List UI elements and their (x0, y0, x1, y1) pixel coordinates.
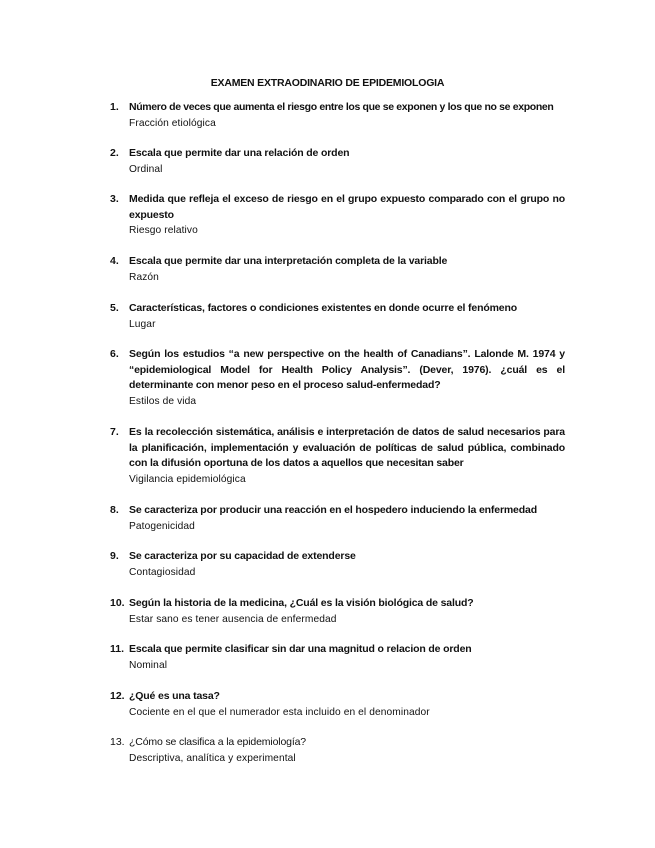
question-text: Según los estudios “a new perspective on the health of Canadians”. Lalonde M. 1974 y “epidemiological Model for Health Policy Analysis”. (Dever, 1976). ¿cuál es el determinante con menor peso en el proceso salud-enfermedad? (129, 348, 565, 391)
question-item (110, 735, 565, 766)
question-item (110, 549, 565, 580)
question-item (110, 100, 565, 131)
answer-text: Razón (129, 271, 159, 283)
question-item (110, 425, 565, 487)
answer-text: Estar sano es tener ausencia de enfermedad (129, 613, 337, 625)
question-item (110, 689, 565, 720)
answer-text: Vigilancia epidemiológica (129, 473, 246, 485)
question-text: Según la historia de la medicina, ¿Cuál es la visión biológica de salud? (129, 597, 474, 609)
question-item (110, 146, 565, 177)
answer-text: Fracción etiológica (129, 117, 216, 129)
question-number: 10. (110, 597, 125, 609)
answer-text: Contagiosidad (129, 566, 196, 578)
question-number: 1. (110, 101, 119, 113)
question-number: 12. (110, 690, 125, 702)
question-number: 2. (110, 147, 119, 159)
answer-text: Riesgo relativo (129, 225, 198, 236)
question-number: 4. (110, 255, 119, 267)
question-number: 3. (110, 193, 119, 205)
question-text: Características, factores o condiciones existentes en donde ocurre el fenómeno (129, 302, 518, 314)
question-text: Escala que permite dar una relación de orden (129, 147, 350, 159)
question-text: ¿Qué es una tasa? (129, 690, 220, 702)
question-text: Número de veces que aumenta el riesgo entre los que se exponen y los que no se exponen (129, 101, 554, 113)
question-text: Escala que permite clasificar sin dar una magnitud o relacion de orden (129, 643, 472, 655)
question-item (110, 596, 565, 627)
question-item (110, 301, 565, 332)
question-item (110, 642, 565, 673)
question-number: 11. (110, 643, 125, 655)
answer-text: Descriptiva, analítica y experimental (129, 752, 296, 764)
question-number: 6. (110, 348, 119, 360)
question-number: 8. (110, 504, 119, 516)
answer-text: Patogenicidad (129, 520, 195, 532)
question-number: 5. (110, 302, 119, 314)
question-text: Se caracteriza por su capacidad de extenderse (129, 550, 356, 562)
answer-text: Ordinal (129, 163, 163, 175)
question-text: ¿Cómo se clasifica a la epidemiología? (129, 736, 306, 748)
question-item (110, 254, 565, 285)
answer-text: Estilos de vida (129, 395, 197, 407)
question-text: Escala que permite dar una interpretación completa de la variable (129, 255, 448, 267)
question-text: Es la recolección sistemática, análisis e interpretación de datos de salud necesarios para la planificación, implementación y evaluación de políticas de salud pública, combinado con la difusión oportuna de los datos a aquellos que necesitan saber (129, 426, 565, 469)
question-item (110, 503, 565, 534)
question-number: 9. (110, 550, 119, 562)
question-number: 7. (110, 426, 119, 438)
question-item (110, 347, 565, 409)
answer-text: Nominal (129, 659, 168, 671)
question-item (110, 192, 565, 239)
answer-text: Lugar (129, 318, 156, 330)
question-text: Se caracteriza por producir una reacción en el hospedero induciendo la enfermedad (129, 504, 537, 516)
question-text: Medida que refleja el exceso de riesgo en el grupo expuesto comparado con el grupo no expuesto (129, 193, 565, 221)
question-number: 13. (110, 736, 125, 748)
answer-text: Cociente en el que el numerador esta incluido en el denominador (129, 706, 430, 718)
page-title: EXAMEN EXTRAODINARIO DE EPIDEMIOLOGIA (210, 77, 445, 89)
